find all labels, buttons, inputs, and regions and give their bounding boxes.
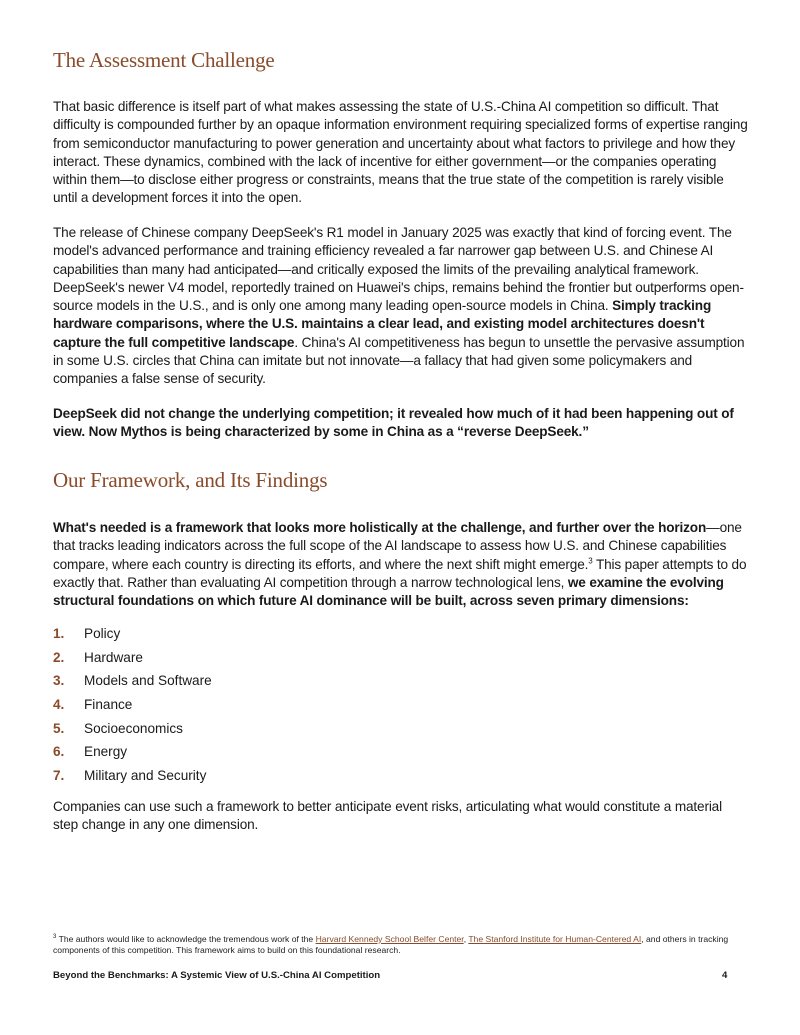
- paragraph-assessment-1: That basic difference is itself part of what makes assessing the state of U.S.-China AI competition so difficult. That difficulty is compounded further by an opaque information environment requiring specialized forms of expertise ranging from semiconductor manufacturing to power generation and uncertainty about what factors to privilege and how they interact. These dynamics, combined with the lack of incentive for either government—or the companies operating within them—to disclose either progress or constraints, means that the true state of the competition is rarely visible until a development forces it into the open.: [53, 99, 748, 206]
- paragraph-text: The release of Chinese company DeepSeek's R1 model in January 2025 was exactly that kind of forcing event. The model's advanced performance and training efficiency revealed a far narrower gap between U.S. and Chinese AI capabilities than many had anticipated—and critically exposed the limits of the prevailing analytical framework. DeepSeek's newer V4 model, reportedly trained on Huawei's chips, remains behind the frontier but outperforms open-source models in the U.S., and is only one among many leading open-source models in China.: [53, 225, 744, 314]
- list-number: 2.: [53, 649, 65, 665]
- page-number: 4: [722, 970, 728, 981]
- list-number: 3.: [53, 673, 65, 689]
- dimensions-list: [53, 622, 212, 787]
- footnote-reference[interactable]: 3: [588, 556, 593, 566]
- paragraph-assessment-3: [53, 405, 748, 442]
- list-label: Energy: [84, 744, 128, 760]
- list-label: Finance: [84, 697, 133, 713]
- list-item: [53, 646, 212, 670]
- list-number: 5.: [53, 720, 65, 736]
- list-item: [53, 764, 212, 788]
- section-heading-framework: Our Framework, and Its Findings: [53, 468, 328, 492]
- footnote: [53, 934, 743, 956]
- list-item: [53, 693, 212, 717]
- footnote-text: The authors would like to acknowledge the tremendous work of the: [56, 934, 316, 944]
- paragraph-text: —one that tracks leading indicators across the full scope of the AI landscape to assess how U.S. and Chinese capabilities compare, where each country is directing its efforts, and where the next shift might emerge.: [53, 520, 742, 572]
- list-item: [53, 622, 212, 646]
- paragraph-emphasis: DeepSeek did not change the underlying competition; it revealed how much of it had been happening out of view. Now Mythos is being characterized by some in China as a “reverse DeepSeek.”: [53, 406, 734, 440]
- section-heading-assessment: The Assessment Challenge: [53, 48, 275, 72]
- paragraph-text: . China's AI competitiveness has begun to unsettle the pervasive assumption in some U.S. circles that China can imitate but not innovate—a fallacy that had given some policymakers and companies a false sense of security.: [53, 334, 745, 387]
- list-number: 4.: [53, 697, 65, 713]
- list-number: 7.: [53, 767, 65, 783]
- list-item: [53, 716, 212, 740]
- link-stanford-hai[interactable]: The Stanford Institute for Human-Centered AI: [468, 934, 642, 944]
- paragraph-text: This paper attempts to do exactly that. Rather than evaluating AI competition through a narrow technological lens,: [53, 556, 747, 590]
- list-label: Military and Security: [84, 767, 207, 783]
- list-item: [53, 669, 212, 693]
- paragraph-emphasis: What's needed is a framework that looks more holistically at the challenge, and further over the horizon: [53, 520, 707, 535]
- list-number: 1.: [53, 626, 65, 642]
- list-label: Policy: [84, 626, 121, 642]
- paragraph-framework-1: [53, 519, 748, 610]
- paragraph-emphasis: Simply tracking hardware comparisons, where the U.S. maintains a clear lead, and existing model architectures doesn't capture the full competitive landscape: [53, 298, 712, 350]
- list-item: [53, 740, 212, 764]
- footnote-mark: 3: [53, 934, 57, 941]
- footer-document-title: Beyond the Benchmarks: A Systemic View of U.S.-China AI Competition: [53, 970, 381, 981]
- footnote-text: , and others in tracking components of this competition. This framework aims to build on this foundational research.: [53, 934, 729, 955]
- paragraph-assessment-2: [53, 224, 748, 389]
- footnote-separator: ,: [463, 934, 469, 944]
- paragraph-emphasis: we examine the evolving structural foundations on which future AI dominance will be built, across seven primary dimensions:: [53, 574, 724, 609]
- list-number: 6.: [53, 744, 65, 760]
- paragraph-framework-2: Companies can use such a framework to better anticipate event risks, articulating what would constitute a material step change in any one dimension.: [53, 799, 722, 833]
- link-belfer-center[interactable]: Harvard Kennedy School Belfer Center: [315, 934, 464, 944]
- list-label: Hardware: [84, 649, 143, 665]
- list-label: Models and Software: [84, 673, 212, 689]
- list-label: Socioeconomics: [84, 720, 183, 736]
